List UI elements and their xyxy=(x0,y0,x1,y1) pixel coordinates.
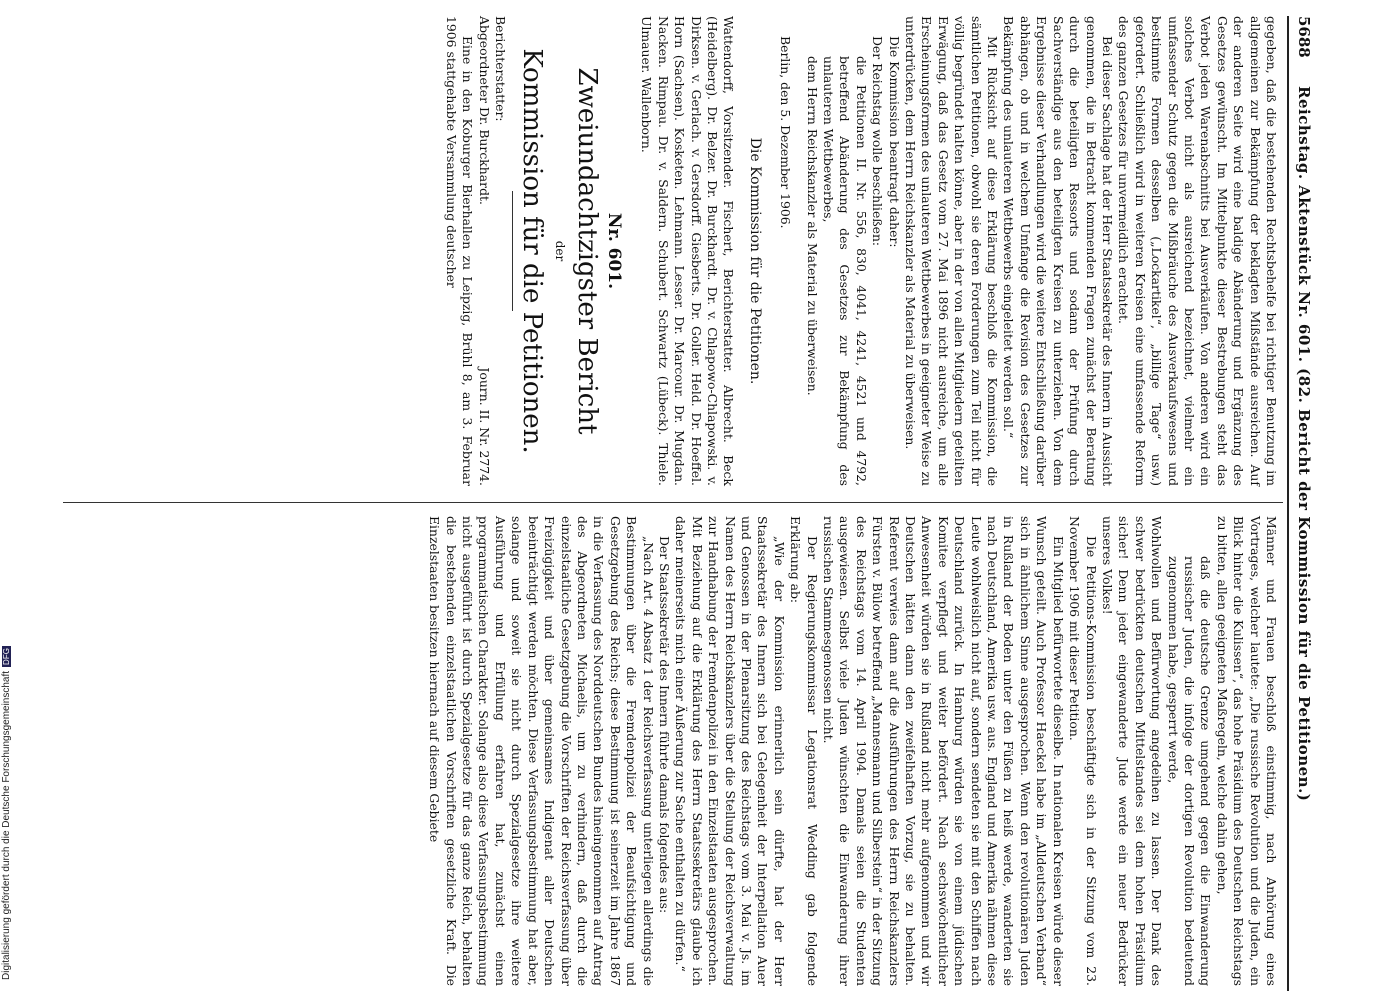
document-number: Nr. 601. xyxy=(603,212,624,290)
rotated-page xyxy=(23,16,1313,991)
report-title-der: der xyxy=(552,240,567,262)
reporter-name: Abgeordneter Dr. Burckhardt. xyxy=(476,16,492,205)
commission-heading: Die Kommission für die Petitionen. xyxy=(746,137,763,385)
date-line: Berlin, den 5. Dezember 1906. xyxy=(778,36,794,229)
paragraph: Wohlwollen und Befürwortung angedeihen zu lassen. Der Dank des schwer bedrückten deutschen Mittelstandes sei dem hohen Präsidium sicher! Denn jeder eingewanderte Jude werde ein neuer Bedrücker unseres Volkes! xyxy=(1099,516,1165,986)
paragraph: Der Regierungskommissar Legationsrat Wedding gab folgende Erklärung ab: xyxy=(788,516,820,986)
paragraph: gegeben, daß die bestehenden Rechtsbehelfe bei richtiger Benutzung im allgemeinen zur Bekämpfung der beklagten Mißstände ausreichen. Auf der anderen Seite wird eine baldige Abänderung und Ergänzung des Gesetzes gewünscht. Im Mittelpunkte dieser Bestrebungen steht das Verbot jeden Warenabschnitts bei Ausverkäufen. Von anderen wird ein solches Verbot nicht als ausreichend bezeichnet, vielmehr ein umfassender Schutz gegen die Mißbräuche des Ausverkaufswesens und bestimmte Formen desselben („Lockartikel“, „billige Tage“ usw.) gefordert. Schließlich wird in weiteren Kreisen eine umfassende Reform des ganzen Gesetzes für unvermeidlich erachtet. xyxy=(1116,16,1279,486)
paragraph: Männer und Frauen beschloß einstimmig, nach Anhörung eines Vortrages, welcher lautete: „Die russische Revolution und die Juden, ein Blick hinter die Kulissen“, das hohe Präsidium des Deutschen Reichstags zu bitten, allen geeigneten Maßregeln, welche dahin gehen, xyxy=(1214,516,1279,986)
reporter-label: Berichterstatter: xyxy=(493,16,509,122)
member-list: Wattendorff, Vorsitzender. Fischert, Berichterstatter. Albrecht. Beck (Heidelberg). Dr. Belzer. Dr. Burckhardt. Dr. v. Chlapowo-Chlapowski. v. Dirksen. v. Gerlach. v. Gersdorff. Giesberts. Dr. Goller. Held. Dr. Hoeffel. Horn (Sachsen). Kosketen. Lehmann. Lesser. Dr. Marcour. Dr. Mugdan. Nacken. Rimpau. Dr. v. Saldern. Schubert. Schwartz (Lübeck). Thiele. Ulmauer. Wallenborn. xyxy=(639,16,737,486)
paragraph: dem Herrn Reichskanzler als Material zu überweisen. xyxy=(804,56,820,396)
digitization-note xyxy=(1,646,12,980)
paragraph: die Petitionen II. Nr. 556, 830, 4041, 4241, 4521 und 4792, betreffend Abänderung des Gesetzes zur Bekämpfung des unlauteren Wettbewerbes, xyxy=(821,56,869,486)
paragraph: Der Reichstag wolle beschließen: xyxy=(870,36,886,247)
paragraph: Mit Rücksicht auf diese Erklärung beschloß die Kommission, die sämtlichen Petitionen, obwohl sie deren Forderungen zum Teil nicht für völlig begründet halten könne, aber in der von allen Mitgliedern geteilten Erwägung, daß das Gesetz vom 27. Mai 1896 nicht ausreiche, um alle Erscheinungsformen des unlauteren Wettbewerbes in geeigneter Weise zu unterdrücken, dem Herrn Reichskanzler als Material zu überweisen. xyxy=(903,16,1001,486)
paragraph: Eine in den Koburger Bierhallen zu Leipzig, Brühl 8, am 3. Februar 1906 stattgehabte Versammlung deutscher xyxy=(443,16,476,486)
paragraph: Die Kommission beantragt daher: xyxy=(886,36,902,248)
page-header xyxy=(1291,16,1313,991)
paragraph: Die Petitions-Kommission beschäftigte sich in der Sitzung vom 23. November 1906 mit dieser Petition. xyxy=(1067,516,1099,986)
reporter-row-2 xyxy=(475,16,491,486)
running-title: Reichstag. Aktenstück Nr. 601. (82. Bericht der Kommission für die Petitionen.) xyxy=(1295,86,1313,802)
right-column xyxy=(426,516,1279,986)
header-rule xyxy=(1287,16,1289,991)
paragraph: Der Staatssekretär des Innern führte damals folgendes aus: xyxy=(656,536,672,914)
paragraph: „Wie der Kommission erinnerlich sein dürfte, hat der Herr Staatssekretär des Innern sich bei Gelegenheit der Interpellation Auer und Genossen in der Plenarsitzung des Reichstags vom 3. Mai v. Js. im Namen des Herrn Reichskanzlers über die Stellung der Reichsverwaltung zur Handhabung der Fremdenpolizei in den Einzelstaaten ausgesprochen. Mit Beziehung auf die Erklärung des Herrn Staatssekretärs glaube ich daher meinerseits mich einer Äußerung zur Sache enthalten zu dürfen.“ xyxy=(673,516,787,986)
paragraph: Bei dieser Sachlage hat der Herr Staatssekretär des Innern in Aussicht genommen, die in Betracht kommenden Fragen zunächst der Beratung durch die beteiligten Ressorts und sodann der Prüfung durch Sachverständige aus den beteiligten Kreisen zu unterziehen. Von dem Ergebnisse dieser Verhandlungen wird die weitere Entschließung darüber abhängen, ob und in welchem Umfange die Revision des Gesetzes zur Bekämpfung des unlauteren Wettbewerbs eingeleitet werden soll.“ xyxy=(1001,16,1115,486)
report-commission: Kommission für die Petitionen. xyxy=(517,48,548,454)
paragraph: daß die deutsche Grenze umgehend gegen die Einwanderung russischer Juden, die infolge der dortigen Revolution bedeutend zugenommen habe, gesperrt werde, xyxy=(1165,556,1214,986)
reporter-row xyxy=(492,16,508,486)
paragraph: „Nach Art. 4 Absatz 1 der Reichsverfassung unterliegen allerdings die Bestimmungen über die Fremdenpolizei der Beaufsichtigung und Gesetzgebung des Reichs; diese Bestimmung ist seinerzeit im Jahre 1867 in die Verfassung des Norddeutschen Bundes hineingenommen auf Antrag des Abgeordneten Michaelis, um zu verhindern, daß durch die einzelstaatliche Gesetzgebung die Vorschriften der Reichsverfassung über Freizügigkeit und über gemeinsames Indigenat aller Deutschen beeinträchtigt werden möchten. Diese Verfassungsbestimmung hat aber, solange und soweit sie nicht durch Spezialgesetze ihre weitere Ausführung und Erfüllung erfahren hat, zunächst einen programmatischen Charakter. Solange also diese Verfassungsbestimmung nicht ausgeführt ist durch Spezialgesetze für das ganze Reich, behalten die bestehenden einzelstaatlichen Vorschriften gesetzliche Kraft. Die Einzelstaaten besitzen hiernach auf diesem Gebiete xyxy=(427,516,656,986)
journal-number: Journ. II. Nr. 2774. xyxy=(476,367,492,486)
paragraph: Ein Mitglied befürwortete dieselbe. In nationalen Kreisen würde dieser Wunsch geteilt. Auch Professor Haeckel habe im „Alldeutschen Verband“ sich in ähnlichem Sinne ausgesprochen. Wenn den revolutionären Juden in Rußland der Boden unter den Füßen zu heiß werde, wanderten sie nach Deutschland, Amerika usw. aus. England und Amerika nähmen diese Leute wohlweislich nicht auf, sondern sendeten sie mit den Schiffen nach Deutschland zurück. In Hamburg würden sie von einem jüdischen Komitee verpflegt und weiter befördert. Nach sechswöchentlicher Anwesenheit würden sie in Rußland nicht mehr aufgenommen und wir Deutschen hätten dann den zweifelhaften Vorzug, sie zu behalten. Referent verwies dann auf die Ausführungen des Herrn Reichskanzlers Fürsten v. Bülow betreffend „Mannesmann und Silberstein“ in der Sitzung des Reichstags vom 14. April 1904. Damals seien die Studenten ausgewiesen. Selbst viele Juden wünschten die Einwanderung ihrer russischen Stammesgenossen nicht. xyxy=(821,516,1066,986)
digitization-text: Digitalisierung gefördert durch die Deutsche Forschungsgemeinschaft xyxy=(1,670,12,980)
column-divider xyxy=(63,502,1283,503)
dfg-logo: DFG xyxy=(2,648,11,665)
separator xyxy=(512,191,513,311)
left-column xyxy=(443,16,1279,486)
page-number: 5688 xyxy=(1295,16,1313,58)
report-title: Zweiundachtzigster Bericht xyxy=(571,67,602,435)
